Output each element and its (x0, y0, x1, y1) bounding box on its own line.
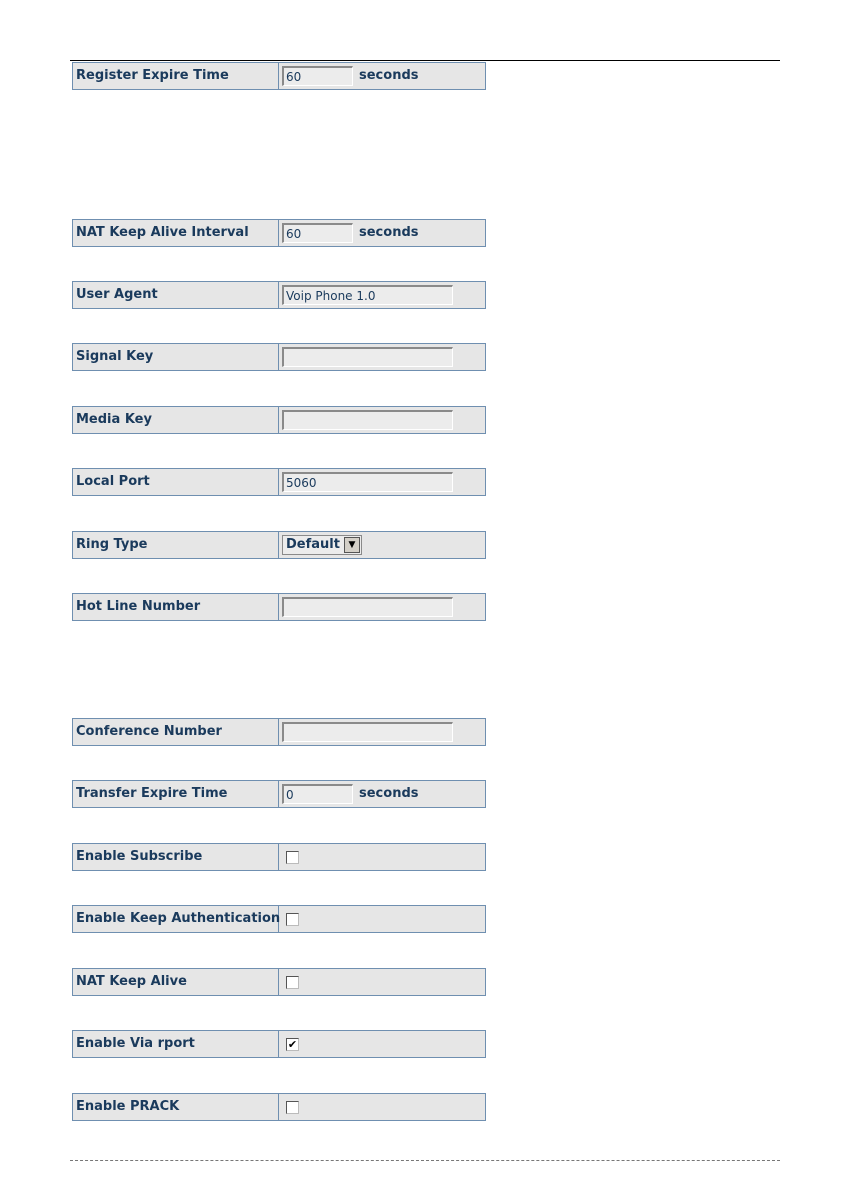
enable-subscribe-row (72, 843, 486, 871)
footer-rule (70, 1160, 780, 1161)
enable-via-rport-label: Enable Via rport (73, 1031, 279, 1057)
transfer-expire-time-cell (279, 781, 485, 807)
enable-keep-authentication-cell (279, 906, 485, 932)
ring-type-label: Ring Type (73, 532, 279, 558)
nat-keep-alive-interval-input[interactable] (282, 223, 353, 243)
enable-via-rport-row (72, 1030, 486, 1058)
ring-type-cell (279, 532, 485, 558)
transfer-expire-time-label: Transfer Expire Time (73, 781, 279, 807)
media-key-cell (279, 407, 485, 433)
conference-number-input[interactable] (282, 722, 453, 742)
ring-type-select[interactable] (282, 535, 362, 555)
enable-subscribe-checkbox[interactable] (286, 851, 299, 864)
hot-line-number-row (72, 593, 486, 621)
nat-keep-alive-interval-row (72, 219, 486, 247)
transfer-expire-time-row (72, 780, 486, 808)
nat-keep-alive-interval-label: NAT Keep Alive Interval (73, 220, 279, 246)
signal-key-label: Signal Key (73, 344, 279, 370)
enable-subscribe-label: Enable Subscribe (73, 844, 279, 870)
conference-number-row (72, 718, 486, 746)
user-agent-cell (279, 282, 485, 308)
local-port-cell (279, 469, 485, 495)
conference-number-label: Conference Number (73, 719, 279, 745)
local-port-row (72, 468, 486, 496)
nat-keep-alive-label: NAT Keep Alive (73, 969, 279, 995)
hot-line-number-input[interactable] (282, 597, 453, 617)
media-key-row (72, 406, 486, 434)
register-expire-time-row (72, 62, 486, 90)
user-agent-input[interactable] (282, 285, 453, 305)
signal-key-row (72, 343, 486, 371)
transfer-expire-time-input[interactable] (282, 784, 353, 804)
enable-subscribe-cell (279, 844, 485, 870)
header-rule (70, 60, 780, 61)
ring-type-selected-value: Default (286, 537, 340, 552)
enable-via-rport-checkbox[interactable]: ✔ (287, 1038, 298, 1051)
register-expire-time-unit: seconds (359, 68, 419, 83)
media-key-label: Media Key (73, 407, 279, 433)
nat-keep-alive-checkbox[interactable] (286, 976, 299, 989)
enable-prack-row (72, 1093, 486, 1121)
signal-key-input[interactable] (282, 347, 453, 367)
enable-keep-authentication-label: Enable Keep Authentication (73, 906, 279, 932)
local-port-input[interactable] (282, 472, 453, 492)
user-agent-label: User Agent (73, 282, 279, 308)
signal-key-cell (279, 344, 485, 370)
ring-type-row (72, 531, 486, 559)
register-expire-time-label: Register Expire Time (73, 63, 279, 89)
register-expire-time-input[interactable] (282, 66, 353, 86)
nat-keep-alive-interval-cell (279, 220, 485, 246)
enable-via-rport-cell (279, 1031, 485, 1057)
local-port-label: Local Port (73, 469, 279, 495)
enable-prack-checkbox[interactable] (286, 1101, 299, 1114)
user-agent-row (72, 281, 486, 309)
conference-number-cell (279, 719, 485, 745)
chevron-down-icon[interactable]: ▼ (344, 537, 360, 553)
enable-prack-cell (279, 1094, 485, 1120)
nat-keep-alive-row (72, 968, 486, 996)
nat-keep-alive-interval-unit: seconds (359, 225, 419, 240)
nat-keep-alive-cell (279, 969, 485, 995)
enable-keep-authentication-row (72, 905, 486, 933)
hot-line-number-label: Hot Line Number (73, 594, 279, 620)
register-expire-time-cell (279, 63, 485, 89)
hot-line-number-cell (279, 594, 485, 620)
media-key-input[interactable] (282, 410, 453, 430)
enable-keep-authentication-checkbox[interactable] (286, 913, 299, 926)
enable-prack-label: Enable PRACK (73, 1094, 279, 1120)
transfer-expire-time-unit: seconds (359, 786, 419, 801)
